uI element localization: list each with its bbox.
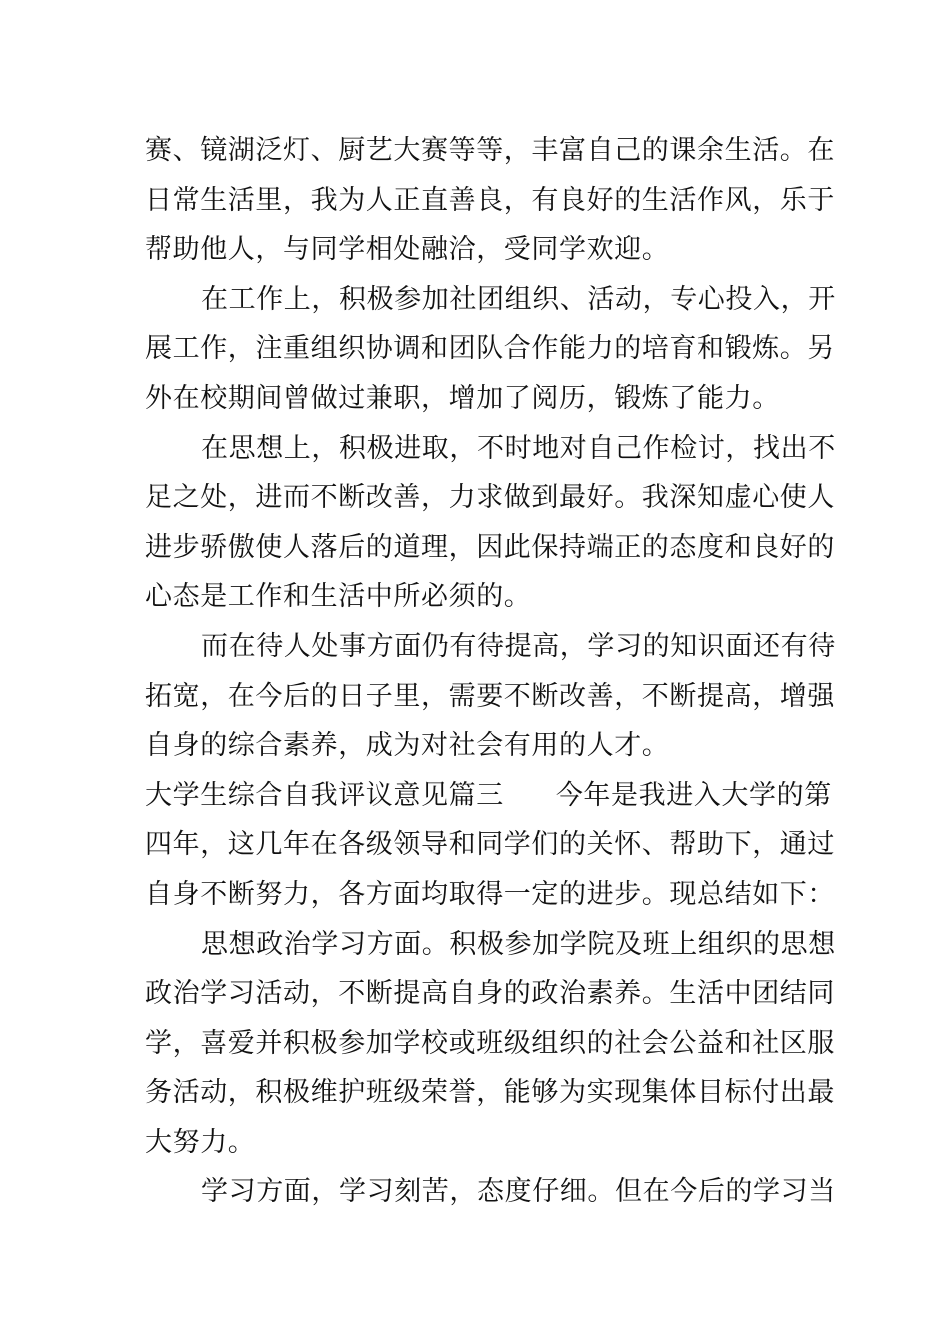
text-line: 拓宽，在今后的日子里，需要不断改善，不断提高，增强 (145, 680, 835, 712)
document-body (145, 126, 836, 1217)
section-first-text: 今年是我进入大学的第 (555, 779, 832, 811)
text-line: 务活动，积极维护班级荣誉，能够为实现集体目标付出最 (145, 1077, 835, 1109)
text-line: 日常生活里，我为人正直善良，有良好的生活作风，乐于 (145, 184, 835, 216)
text-line: 四年，这几年在各级领导和同学们的关怀、帮助下，通过 (145, 829, 835, 861)
paragraph-first-line: 在工作上，积极参加社团组织、活动，专心投入，开 (201, 283, 836, 315)
text-line: 学，喜爱并积极参加学校或班级组织的社会公益和社区服 (145, 1027, 835, 1059)
text-line: 足之处，进而不断改善，力求做到最好。我深知虚心使人 (145, 482, 835, 514)
section-heading: 大学生综合自我评议意见篇三 (145, 779, 504, 811)
paragraph-first-line: 学习方面，学习刻苦，态度仔细。但在今后的学习当 (201, 1176, 836, 1208)
text-line: 进步骄傲使人落后的道理，因此保持端正的态度和良好的 (145, 531, 835, 563)
text-line: 赛、镜湖泛灯、厨艺大赛等等，丰富自己的课余生活。在 (145, 135, 835, 166)
text-line: 大努力。 (145, 1126, 256, 1158)
text-line: 心态是工作和生活中所必须的。 (145, 581, 532, 613)
paragraph-first-line: 思想政治学习方面。积极参加学院及班上组织的思想 (201, 928, 836, 960)
paragraph-first-line: 在思想上，积极进取，不时地对自己作检讨，找出不 (201, 432, 836, 464)
text-line: 自身的综合素养，成为对社会有用的人才。 (145, 730, 670, 762)
section-heading-line (145, 771, 832, 821)
text-line: 自身不断努力，各方面均取得一定的进步。现总结如下： (145, 878, 835, 910)
text-line: 展工作，注重组织协调和团队合作能力的培育和锻炼。另 (145, 333, 835, 365)
text-line: 外在校期间曾做过兼职，增加了阅历，锻炼了能力。 (145, 382, 780, 414)
paragraph-first-line: 而在待人处事方面仍有待提高，学习的知识面还有待 (201, 630, 836, 662)
text-line: 政治学习活动，不断提高自身的政治素养。生活中团结同 (145, 978, 835, 1010)
text-line: 帮助他人，与同学相处融洽，受同学欢迎。 (145, 234, 670, 266)
